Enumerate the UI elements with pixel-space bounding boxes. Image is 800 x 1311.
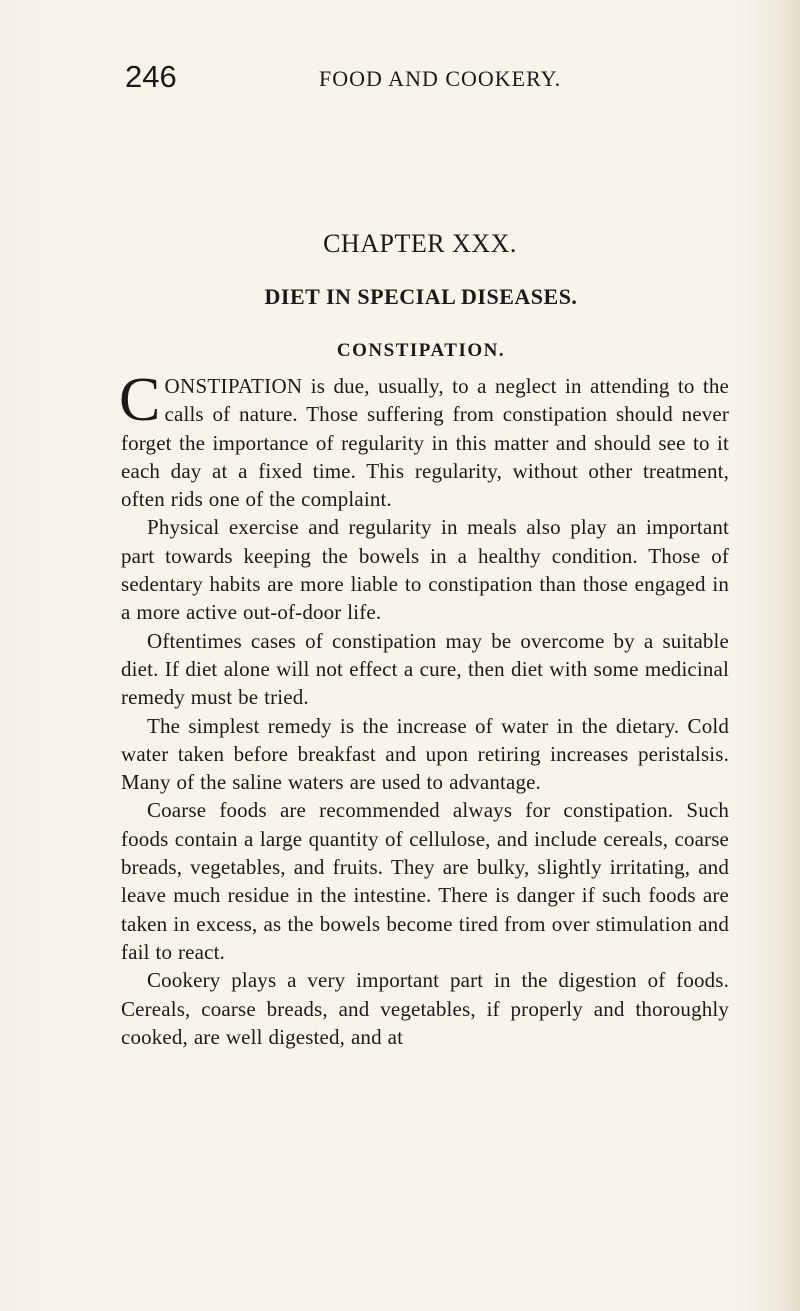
running-head: FOOD AND COOKERY. xyxy=(319,66,562,91)
drop-cap: C xyxy=(119,366,161,434)
paragraph-4: The simplest remedy is the increase of water in the dietary. Cold water taken before breakfast and upon retiring increases peristalsis. Many of the saline waters are used to advantage. xyxy=(121,713,729,795)
paragraph-3: Oftentimes cases of constipation may be overcome by a suitable diet. If diet alone will not effect a cure, then diet with some medicinal remedy must be tried. xyxy=(121,628,729,710)
subsection-title: CONSTIPATION. xyxy=(336,340,506,361)
page-number: 246 xyxy=(125,59,177,94)
paragraph-1 xyxy=(119,366,729,513)
paragraph-1-text: is due, usually, to a neglect in attending to the calls of nature. Those suffering from constipation should never forget the importance of regularity in this matter and should see to it each day at a fixed time. This regularity, without other treatment, often rids one of the complaint. xyxy=(121,374,729,512)
first-word-rest: ONSTIPATION xyxy=(164,374,303,398)
chapter-title: CHAPTER XXX. xyxy=(323,229,517,258)
paragraph-5: Coarse foods are recommended always for constipation. Such foods contain a large quantity of cellulose, and include cereals, coarse breads, vegetables, and fruits. They are bulky, slightly irritating, and leave much residue in the intestine. There is danger if such foods are taken in excess, as the bowels become tired from over stimulation and fail to react. xyxy=(121,798,729,964)
body-text xyxy=(119,366,729,1051)
paragraph-2: Physical exercise and regularity in meals also play an important part towards keeping the bowels in a healthy condition. Those of sedentary habits are more liable to constipation than those engaged in a more active out-of-door life. xyxy=(121,515,729,625)
section-title: DIET IN SPECIAL DISEASES. xyxy=(264,284,578,309)
paragraph-6: Cookery plays a very important part in the digestion of foods. Cereals, coarse breads, and vegetables, if properly and thoroughly cooked, are well digested, and at xyxy=(121,968,729,1049)
